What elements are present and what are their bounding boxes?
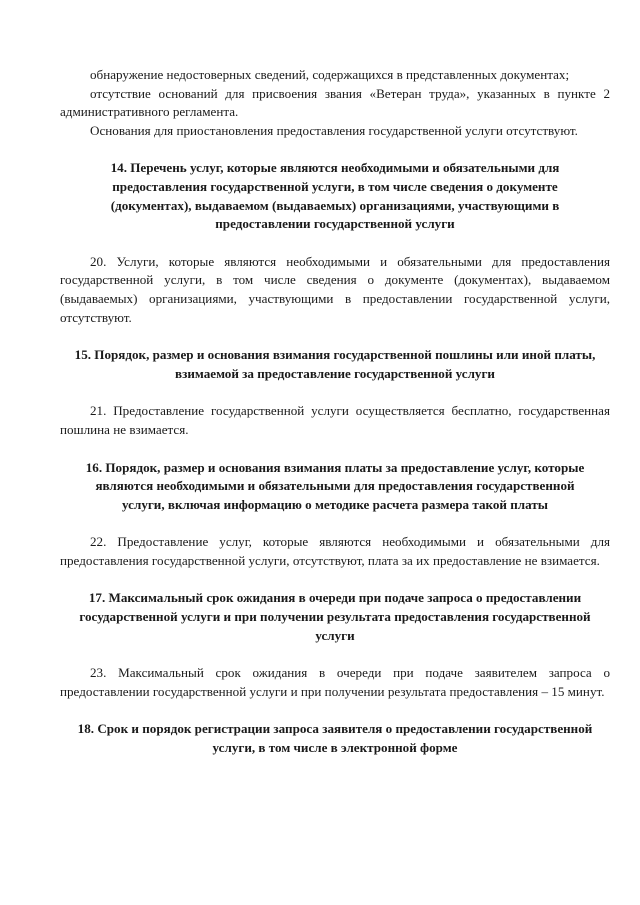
paragraph-no-suspension: Основания для приостановления предоставления государственной услуги отсутствуют. (90, 122, 578, 138)
spacer (60, 327, 610, 346)
section-heading-15: 15. Порядок, размер и основания взимания государственной пошлины или иной платы, взимаемой за предоставление государственной услуги (74, 347, 596, 381)
paragraph-no-grounds: отсутствие оснований для присвоения звания «Ветеран труда», указанных в пункте 2 административного регламента. (60, 85, 610, 120)
spacer (60, 383, 610, 402)
section-text-20: 20. Услуги, которые являются необходимыми и обязательными для предоставления государственной услуги, в том числе сведения о документе (документах), выдаваемом (выдаваемых) организациями, участвующими в предоставлении государственной услуги, отсутствуют. (60, 253, 610, 325)
spacer (60, 234, 610, 253)
section-text-22: 22. Предоставление услуг, которые являются необходимыми и обязательными для предоставления государственной услуги, отсутствуют, плата за их предоставление не взимается. (60, 534, 610, 568)
paragraph-false-info: обнаружение недостоверных сведений, содержащихся в представленных документах; (90, 67, 570, 82)
section-heading-16: 16. Порядок, размер и основания взимания платы за предоставление услуг, которые являются необходимыми и обязательными для предоставления государственной услуги, включая информацию о методике расчета размера такой платы (85, 459, 585, 512)
document-page (60, 66, 610, 758)
spacer (60, 440, 610, 459)
section-text-21: 21. Предоставление государственной услуги осуществляется бесплатно, государственная пошлина не взимается. (60, 403, 610, 437)
section-heading-18: 18. Срок и порядок регистрации запроса заявителя о предоставлении государственной услуги, в том числе в электронной форме (77, 721, 593, 756)
spacer (60, 514, 610, 533)
spacer (60, 645, 610, 664)
section-heading-14: 14. Перечень услуг, которые являются необходимыми и обязательными для предоставления государственной услуги, в том числе сведения о документе (документах), выдаваемом (выдаваемых) организациями, участвующими в предоставлении государственной услуги (110, 160, 560, 232)
spacer (60, 570, 610, 589)
spacer (60, 140, 610, 159)
section-heading-17: 17. Максимальный срок ожидания в очереди при подаче запроса о предоставлении государственной услуги и при получении результата предоставления государственной услуги (79, 590, 591, 643)
spacer (60, 701, 610, 720)
section-text-23: 23. Максимальный срок ожидания в очереди при подаче заявителем запроса о предоставлении государственной услуги и при получении результата предоставления – 15 минут. (60, 665, 610, 699)
